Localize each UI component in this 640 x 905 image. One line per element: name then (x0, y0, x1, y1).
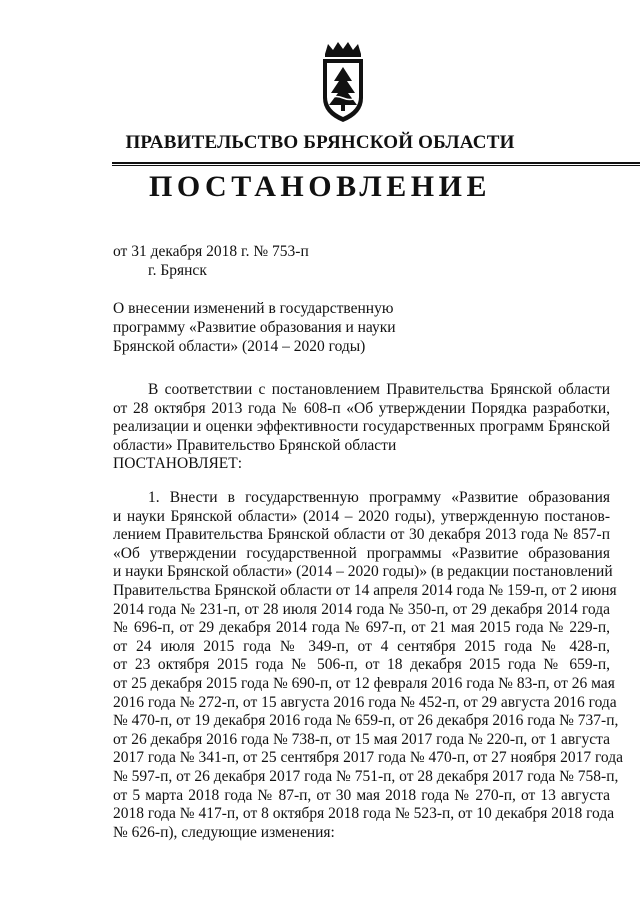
item-1-line: от 26 декабря 2016 года № 738-п, от 15 мая 2017 года № 220-п, от 1 августа (113, 730, 610, 748)
item-1-line: 1. Внести в государственную программу «Развитие образования (148, 489, 610, 506)
item-1-line: № 470-п, от 19 декабря 2016 года № 659-п, от 26 декабря 2016 года № 737-п, (113, 712, 619, 730)
document-type: ПОСТАНОВЛЕНИЕ (149, 170, 491, 203)
preamble-line: реализации и оценки эффективности государственных программ Брянской (113, 418, 610, 436)
item-1-line: № 626-п), следующие изменения: (113, 823, 335, 841)
city: г. Брянск (148, 262, 207, 279)
item-1-line: № 597-п, от 26 декабря 2017 года № 751-п, от 28 декабря 2017 года № 758-п, (113, 767, 619, 785)
bryansk-oblast-coat-of-arms-icon (318, 40, 368, 124)
item-1-line: № 696-п, от 29 декабря 2014 года № 697-п, от 21 мая 2015 года № 229-п, (113, 619, 610, 637)
title-line: О внесении изменений в государственную (113, 300, 394, 317)
item-1-line: 2016 года № 272-п, от 15 августа 2016 года № 452-п, от 29 августа 2016 года (113, 693, 617, 711)
title-line: программу «Развитие образования и науки (113, 319, 396, 336)
preamble-line: В соответствии с постановлением Правительства Брянской области (148, 381, 610, 398)
item-1-line: от 24 июля 2015 года № 349-п, от 4 сентября 2015 года № 428-п, (113, 637, 610, 655)
item-1-line: Правительства Брянской области от 14 апреля 2014 года № 159-п, от 2 июня (113, 581, 617, 599)
header-rule-thin (112, 165, 640, 166)
item-1-line: и науки Брянской области» (2014 – 2020 годы)» (в редакции постановлений (113, 563, 613, 581)
government-name: ПРАВИТЕЛЬСТВО БРЯНСКОЙ ОБЛАСТИ (125, 132, 515, 153)
item-1-line: 2014 года № 231-п, от 28 июля 2014 года № 350-п, от 29 декабря 2014 года (113, 600, 610, 618)
item-1-line: лением Правительства Брянской области от 30 декабря 2013 года № 857-п (113, 526, 610, 544)
decree-word: ПОСТАНОВЛЯЕТ: (113, 455, 243, 472)
item-1-line: от 23 октября 2015 года № 506-п, от 18 декабря 2015 года № 659-п, (113, 656, 610, 674)
item-1 (113, 489, 623, 842)
preamble-line: от 28 октября 2013 года № 608-п «Об утверждении Порядка разработки, (113, 399, 610, 417)
item-1-line: 2018 года № 417-п, от 8 октября 2018 года № 523-п, от 10 декабря 2018 года (113, 805, 615, 823)
preamble-line: области» Правительство Брянской области (113, 436, 397, 454)
preamble (113, 381, 610, 455)
item-1-line: и науки Брянской области» (2014 – 2020 годы), утвержденную постанов- (113, 507, 610, 525)
item-1-line: 2017 года № 341-п, от 25 сентября 2017 года № 470-п, от 27 ноября 2017 года (113, 749, 623, 767)
header-rule-thick (112, 162, 640, 164)
item-1-line: от 25 декабря 2015 года № 690-п, от 12 февраля 2016 года № 83-п, от 26 мая (113, 674, 615, 692)
item-1-line: от 5 марта 2018 года № 87-п, от 30 мая 2018 года № 270-п, от 13 августа (113, 786, 610, 804)
title-line: Брянской области» (2014 – 2020 годы) (113, 338, 366, 355)
date-number-line: от 31 декабря 2018 г. № 753-п (113, 243, 309, 260)
item-1-line: «Об утверждении государственной программы «Развитие образования (113, 544, 610, 562)
